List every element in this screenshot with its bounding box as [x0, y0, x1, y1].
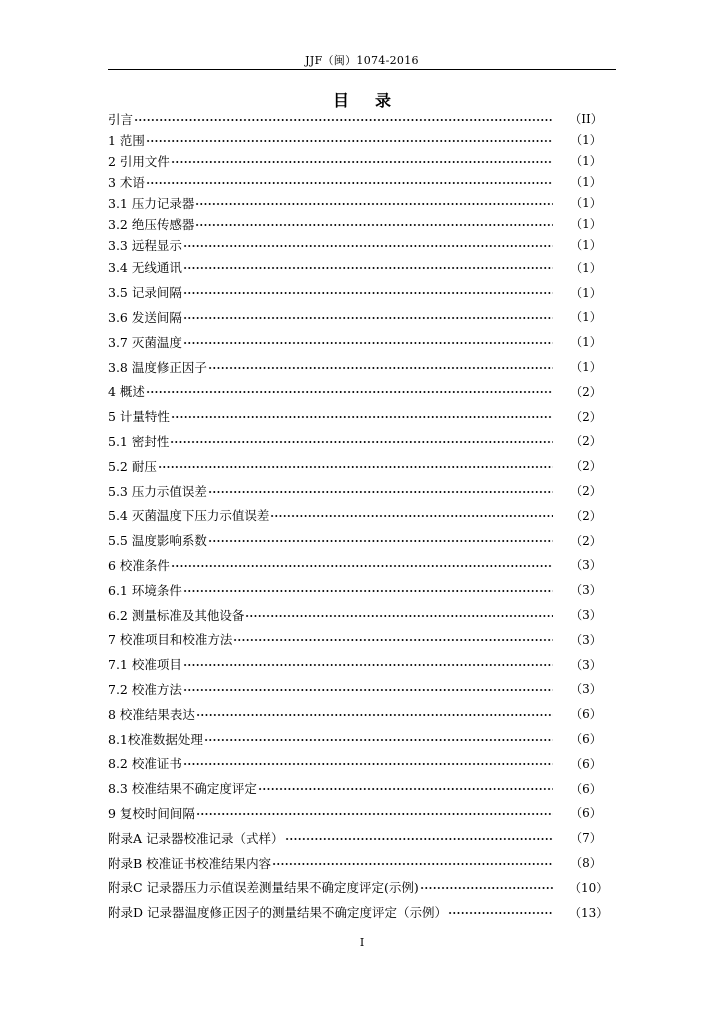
toc-dot-leader — [448, 906, 553, 920]
toc-entry-page: （6） — [570, 806, 602, 821]
toc-entry-label: 8.1校准数据处理 — [108, 731, 203, 747]
toc-dot-leader — [183, 311, 553, 325]
toc-entry-page: （10） — [569, 880, 609, 895]
toc-entry-page: （2） — [570, 533, 602, 548]
toc-entry-label: 7 校准项目和校准方法 — [108, 632, 233, 648]
toc-entry[interactable] — [108, 404, 603, 429]
toc-entry-label: 1 范围 — [108, 132, 145, 148]
toc-entry-label: 3.6 发送间隔 — [108, 309, 182, 325]
toc-entry[interactable] — [108, 255, 603, 280]
toc-entry-label: 附录B 校准证书校准结果内容 — [108, 855, 272, 871]
toc-entry-page: （2） — [570, 459, 602, 474]
toc-entry[interactable] — [108, 234, 603, 255]
toc-dot-leader — [196, 807, 553, 821]
toc-entry-page: （6） — [570, 707, 602, 722]
toc-entry[interactable] — [108, 825, 603, 850]
toc-entry-label: 8 校准结果表达 — [108, 706, 195, 722]
toc-dot-leader — [285, 832, 553, 846]
toc-dot-leader — [208, 361, 553, 375]
toc-entry-label: 4 概述 — [108, 384, 145, 400]
toc-entry-label: 附录A 记录器校准记录（式样） — [108, 830, 284, 846]
toc-entry[interactable] — [108, 875, 609, 900]
toc-entry[interactable] — [108, 677, 603, 702]
toc-entry-label: 3.5 记录间隔 — [108, 285, 182, 301]
toc-dot-leader — [208, 485, 553, 499]
toc-entry-label: 8.3 校准结果不确定度评定 — [108, 781, 257, 797]
toc-entry[interactable] — [108, 171, 603, 192]
toc-entry-page: （3） — [570, 682, 602, 697]
toc-entry-page: （13） — [569, 905, 609, 920]
toc-entry-page: （1） — [570, 238, 602, 252]
toc-entry-page: （1） — [570, 196, 602, 210]
toc-entry[interactable] — [108, 528, 603, 553]
toc-entry-page: （1） — [570, 310, 602, 325]
toc-dot-leader — [183, 757, 553, 771]
toc-entry-label: 3.1 压力记录器 — [108, 195, 195, 211]
toc-dot-leader — [171, 559, 553, 573]
toc-entry-page: （8） — [570, 856, 602, 871]
toc-entry[interactable] — [108, 108, 603, 129]
toc-entry[interactable] — [108, 751, 603, 776]
toc-entry-label: 2 引用文件 — [108, 153, 170, 169]
toc-entry-label: 7.2 校准方法 — [108, 681, 182, 697]
toc-dot-leader — [183, 584, 553, 598]
toc-dot-leader — [208, 534, 553, 548]
toc-entry[interactable] — [108, 150, 603, 171]
toc-entry-page: （7） — [570, 831, 602, 846]
toc-entry-page: （3） — [570, 558, 602, 573]
toc-entry-page: （2） — [570, 409, 602, 424]
toc-entry-label: 3.2 绝压传感器 — [108, 216, 195, 232]
toc-entry-label: 3 术语 — [108, 174, 145, 190]
toc-entry[interactable] — [108, 280, 603, 305]
toc-entry[interactable] — [108, 850, 603, 875]
toc-entry-label: 5.5 温度影响系数 — [108, 533, 207, 549]
toc-entry-page: （3） — [570, 608, 602, 623]
toc-entry-label: 6.1 环境条件 — [108, 582, 182, 598]
page-header: JJF（闽）1074-2016 — [305, 54, 419, 67]
toc-dot-leader — [146, 176, 553, 190]
toc-dot-leader — [245, 609, 553, 623]
toc-entry-label: 5.4 灭菌温度下压力示值误差 — [108, 508, 270, 524]
toc-dot-leader — [270, 509, 553, 523]
toc-dot-leader — [171, 155, 553, 169]
toc-entry-page: （3） — [570, 632, 602, 647]
toc-dot-leader — [146, 134, 553, 148]
toc-entry-page: （2） — [570, 484, 602, 499]
toc-entry[interactable] — [108, 577, 603, 602]
toc-entry-page: （6） — [570, 732, 602, 747]
toc-entry[interactable] — [108, 900, 609, 925]
toc-entry-label: 5.1 密封性 — [108, 433, 170, 449]
toc-entry[interactable] — [108, 429, 603, 454]
toc-entry[interactable] — [108, 801, 603, 826]
toc-entry-label: 9 复校时间间隔 — [108, 805, 195, 821]
toc-dot-leader — [204, 733, 553, 747]
toc-entry-label: 3.4 无线通讯 — [108, 260, 182, 276]
toc-entry[interactable] — [108, 701, 603, 726]
toc-entry-page: （1） — [570, 260, 602, 275]
toc-entry-page: （II） — [569, 112, 603, 126]
toc-dot-leader — [258, 782, 553, 796]
toc-dot-leader — [195, 218, 553, 232]
toc-entry[interactable] — [108, 192, 603, 213]
toc-entry-page: （1） — [570, 217, 602, 231]
toc-entry-page: （2） — [570, 384, 602, 399]
toc-entry[interactable] — [108, 453, 603, 478]
toc-entry-label: 引言 — [108, 111, 134, 127]
toc-entry-page: （2） — [570, 508, 602, 523]
toc-entry-label: 8.2 校准证书 — [108, 756, 182, 772]
toc-entry-label: 附录D 记录器温度修正因子的测量结果不确定度评定（示例） — [108, 905, 447, 921]
toc-entry[interactable] — [108, 652, 603, 677]
toc-entry[interactable] — [108, 478, 603, 503]
toc-entry[interactable] — [108, 503, 603, 528]
toc-entry-label: 5 计量特性 — [108, 409, 170, 425]
table-of-contents — [108, 108, 609, 925]
toc-dot-leader — [420, 881, 553, 895]
toc-entry[interactable] — [108, 354, 603, 379]
toc-dot-leader — [196, 708, 553, 722]
toc-entry-page: （1） — [570, 360, 602, 375]
toc-dot-leader — [233, 633, 553, 647]
toc-entry[interactable] — [108, 213, 603, 234]
toc-dot-leader — [183, 683, 553, 697]
toc-entry[interactable] — [108, 305, 603, 330]
toc-dot-leader — [170, 435, 553, 449]
toc-entry[interactable] — [108, 602, 603, 627]
toc-entry[interactable] — [108, 726, 603, 751]
toc-entry[interactable] — [108, 627, 603, 652]
toc-entry[interactable] — [108, 379, 603, 404]
toc-entry-label: 6 校准条件 — [108, 557, 170, 573]
toc-dot-leader — [158, 460, 553, 474]
page-title: 目录 — [332, 91, 417, 110]
toc-entry[interactable] — [108, 776, 603, 801]
toc-dot-leader — [183, 658, 553, 672]
toc-entry-label: 5.2 耐压 — [108, 458, 157, 474]
toc-entry-page: （6） — [570, 756, 602, 771]
toc-entry-page: （1） — [570, 285, 602, 300]
toc-entry-label: 附录C 记录器压力示值误差测量结果不确定度评定(示例) — [108, 880, 419, 896]
toc-dot-leader — [183, 239, 553, 253]
toc-dot-leader — [195, 197, 553, 211]
toc-entry-page: （1） — [570, 335, 602, 350]
toc-entry[interactable] — [108, 129, 603, 150]
toc-dot-leader — [183, 286, 553, 300]
toc-entry-label: 3.8 温度修正因子 — [108, 359, 207, 375]
toc-dot-leader — [272, 857, 553, 871]
toc-entry-page: （1） — [570, 133, 602, 147]
toc-entry-label: 5.3 压力示值误差 — [108, 483, 207, 499]
toc-entry[interactable] — [108, 553, 603, 578]
toc-entry-page: （1） — [570, 154, 602, 168]
toc-entry-label: 7.1 校准项目 — [108, 657, 182, 673]
toc-dot-leader — [183, 261, 553, 275]
page-number: I — [359, 936, 365, 949]
header-rule — [108, 69, 616, 70]
toc-entry-label: 3.3 远程显示 — [108, 237, 182, 253]
toc-entry-page: （6） — [570, 781, 602, 796]
toc-entry-page: （3） — [570, 583, 602, 598]
toc-entry-page: （1） — [570, 175, 602, 189]
toc-entry-label: 3.7 灭菌温度 — [108, 334, 182, 350]
toc-dot-leader — [134, 113, 553, 127]
toc-dot-leader — [183, 336, 553, 350]
toc-dot-leader — [146, 385, 553, 399]
toc-entry-page: （2） — [570, 434, 602, 449]
toc-entry-label: 6.2 测量标准及其他设备 — [108, 607, 245, 623]
toc-entry[interactable] — [108, 329, 603, 354]
toc-entry-page: （3） — [570, 657, 602, 672]
toc-dot-leader — [171, 410, 553, 424]
